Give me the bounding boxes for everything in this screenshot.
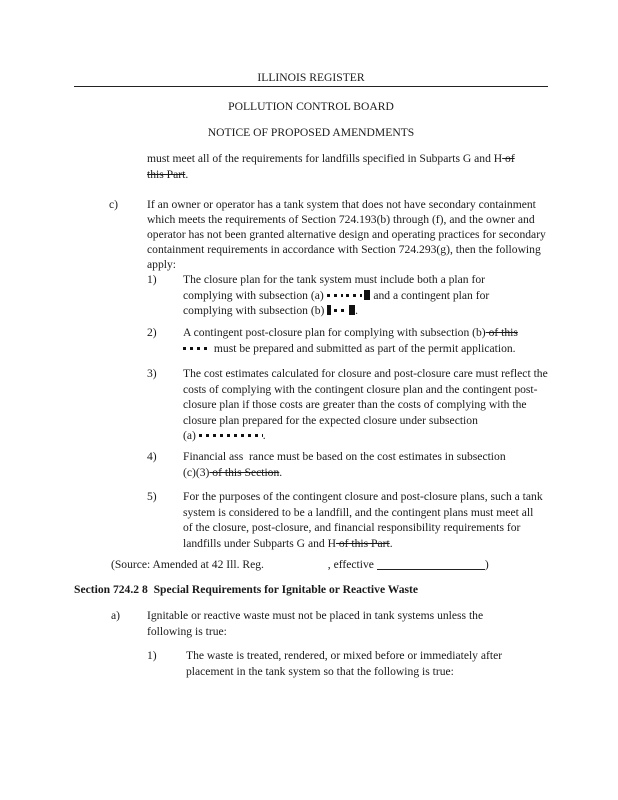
intro-paragraph: must meet all of the requirements for landfills specified in Subparts G and H of this Part. <box>147 152 515 181</box>
item-5-text: For the purposes of the contingent closure and post-closure plans, such a tank system is considered to be a landfill, and the contingent plans must meet all of the closure, post-closure, and financial responsibility requirements for landfills under Subparts G and H of this Part. <box>183 490 543 550</box>
item-3-num: 3) <box>147 367 157 380</box>
section-a-label: a) <box>111 609 121 622</box>
notice-title: NOTICE OF PROPOSED AMENDMENTS <box>207 126 415 139</box>
section-heading: Section 724.2 8 Special Requirements for Ignitable or Reactive Waste <box>74 583 419 596</box>
item-3-text: The cost estimates calculated for closure and post-closure care must reflect the costs of complying with the contingent closure plan and the contingent post-closure plan if those costs are greater than the costs of complying with the closure plan prepared for the expected closure under subsection (a) . <box>183 367 548 442</box>
redaction-mark <box>364 290 370 300</box>
header-rule <box>74 86 548 87</box>
sub-item-1-text: The waste is treated, rendered, or mixed before or immediately after placement in the tank system so that the following is true: <box>186 649 503 678</box>
item-4-num: 4) <box>147 450 157 463</box>
item-1-text: The closure plan for the tank system must include both a plan for complying with subsection (a) and a contingent plan for complying with subsection (b) . <box>183 273 490 317</box>
item-2-text: A contingent post-closure plan for complying with subsection (b) of this must be prepared and submitted as part of the permit application. <box>183 326 518 355</box>
source-line: (Source: Amended at 42 Ill. Reg. , effective ) <box>111 558 489 571</box>
section-c-text: If an owner or operator has a tank system that does not have secondary containment which meets the requirements of Section 724.193(b) through (f), and the owner and operator has not been granted alternative design and operating practices for secondary containment requirements in accordance with Section 724.293(g), then the following apply: <box>147 198 546 271</box>
redaction-mark <box>183 347 211 350</box>
effective-date-blank <box>377 559 485 570</box>
redaction-mark <box>327 294 343 297</box>
redaction-mark <box>199 434 263 437</box>
section-a-text: Ignitable or reactive waste must not be placed in tank systems unless the following is true: <box>147 609 484 638</box>
redaction-mark <box>334 309 346 312</box>
item-1-num: 1) <box>147 273 157 286</box>
item-5-num: 5) <box>147 490 157 503</box>
redaction-mark <box>327 305 331 315</box>
section-c-label: c) <box>109 198 119 211</box>
board-title: POLLUTION CONTROL BOARD <box>228 100 394 113</box>
register-title: ILLINOIS REGISTER <box>257 71 365 84</box>
item-2-num: 2) <box>147 326 157 339</box>
redaction-mark <box>346 294 362 297</box>
sub-item-1-num: 1) <box>147 649 157 662</box>
item-4-text: Financial ass rance must be based on the cost estimates in subsection (c)(3) of this Section. <box>183 450 506 479</box>
